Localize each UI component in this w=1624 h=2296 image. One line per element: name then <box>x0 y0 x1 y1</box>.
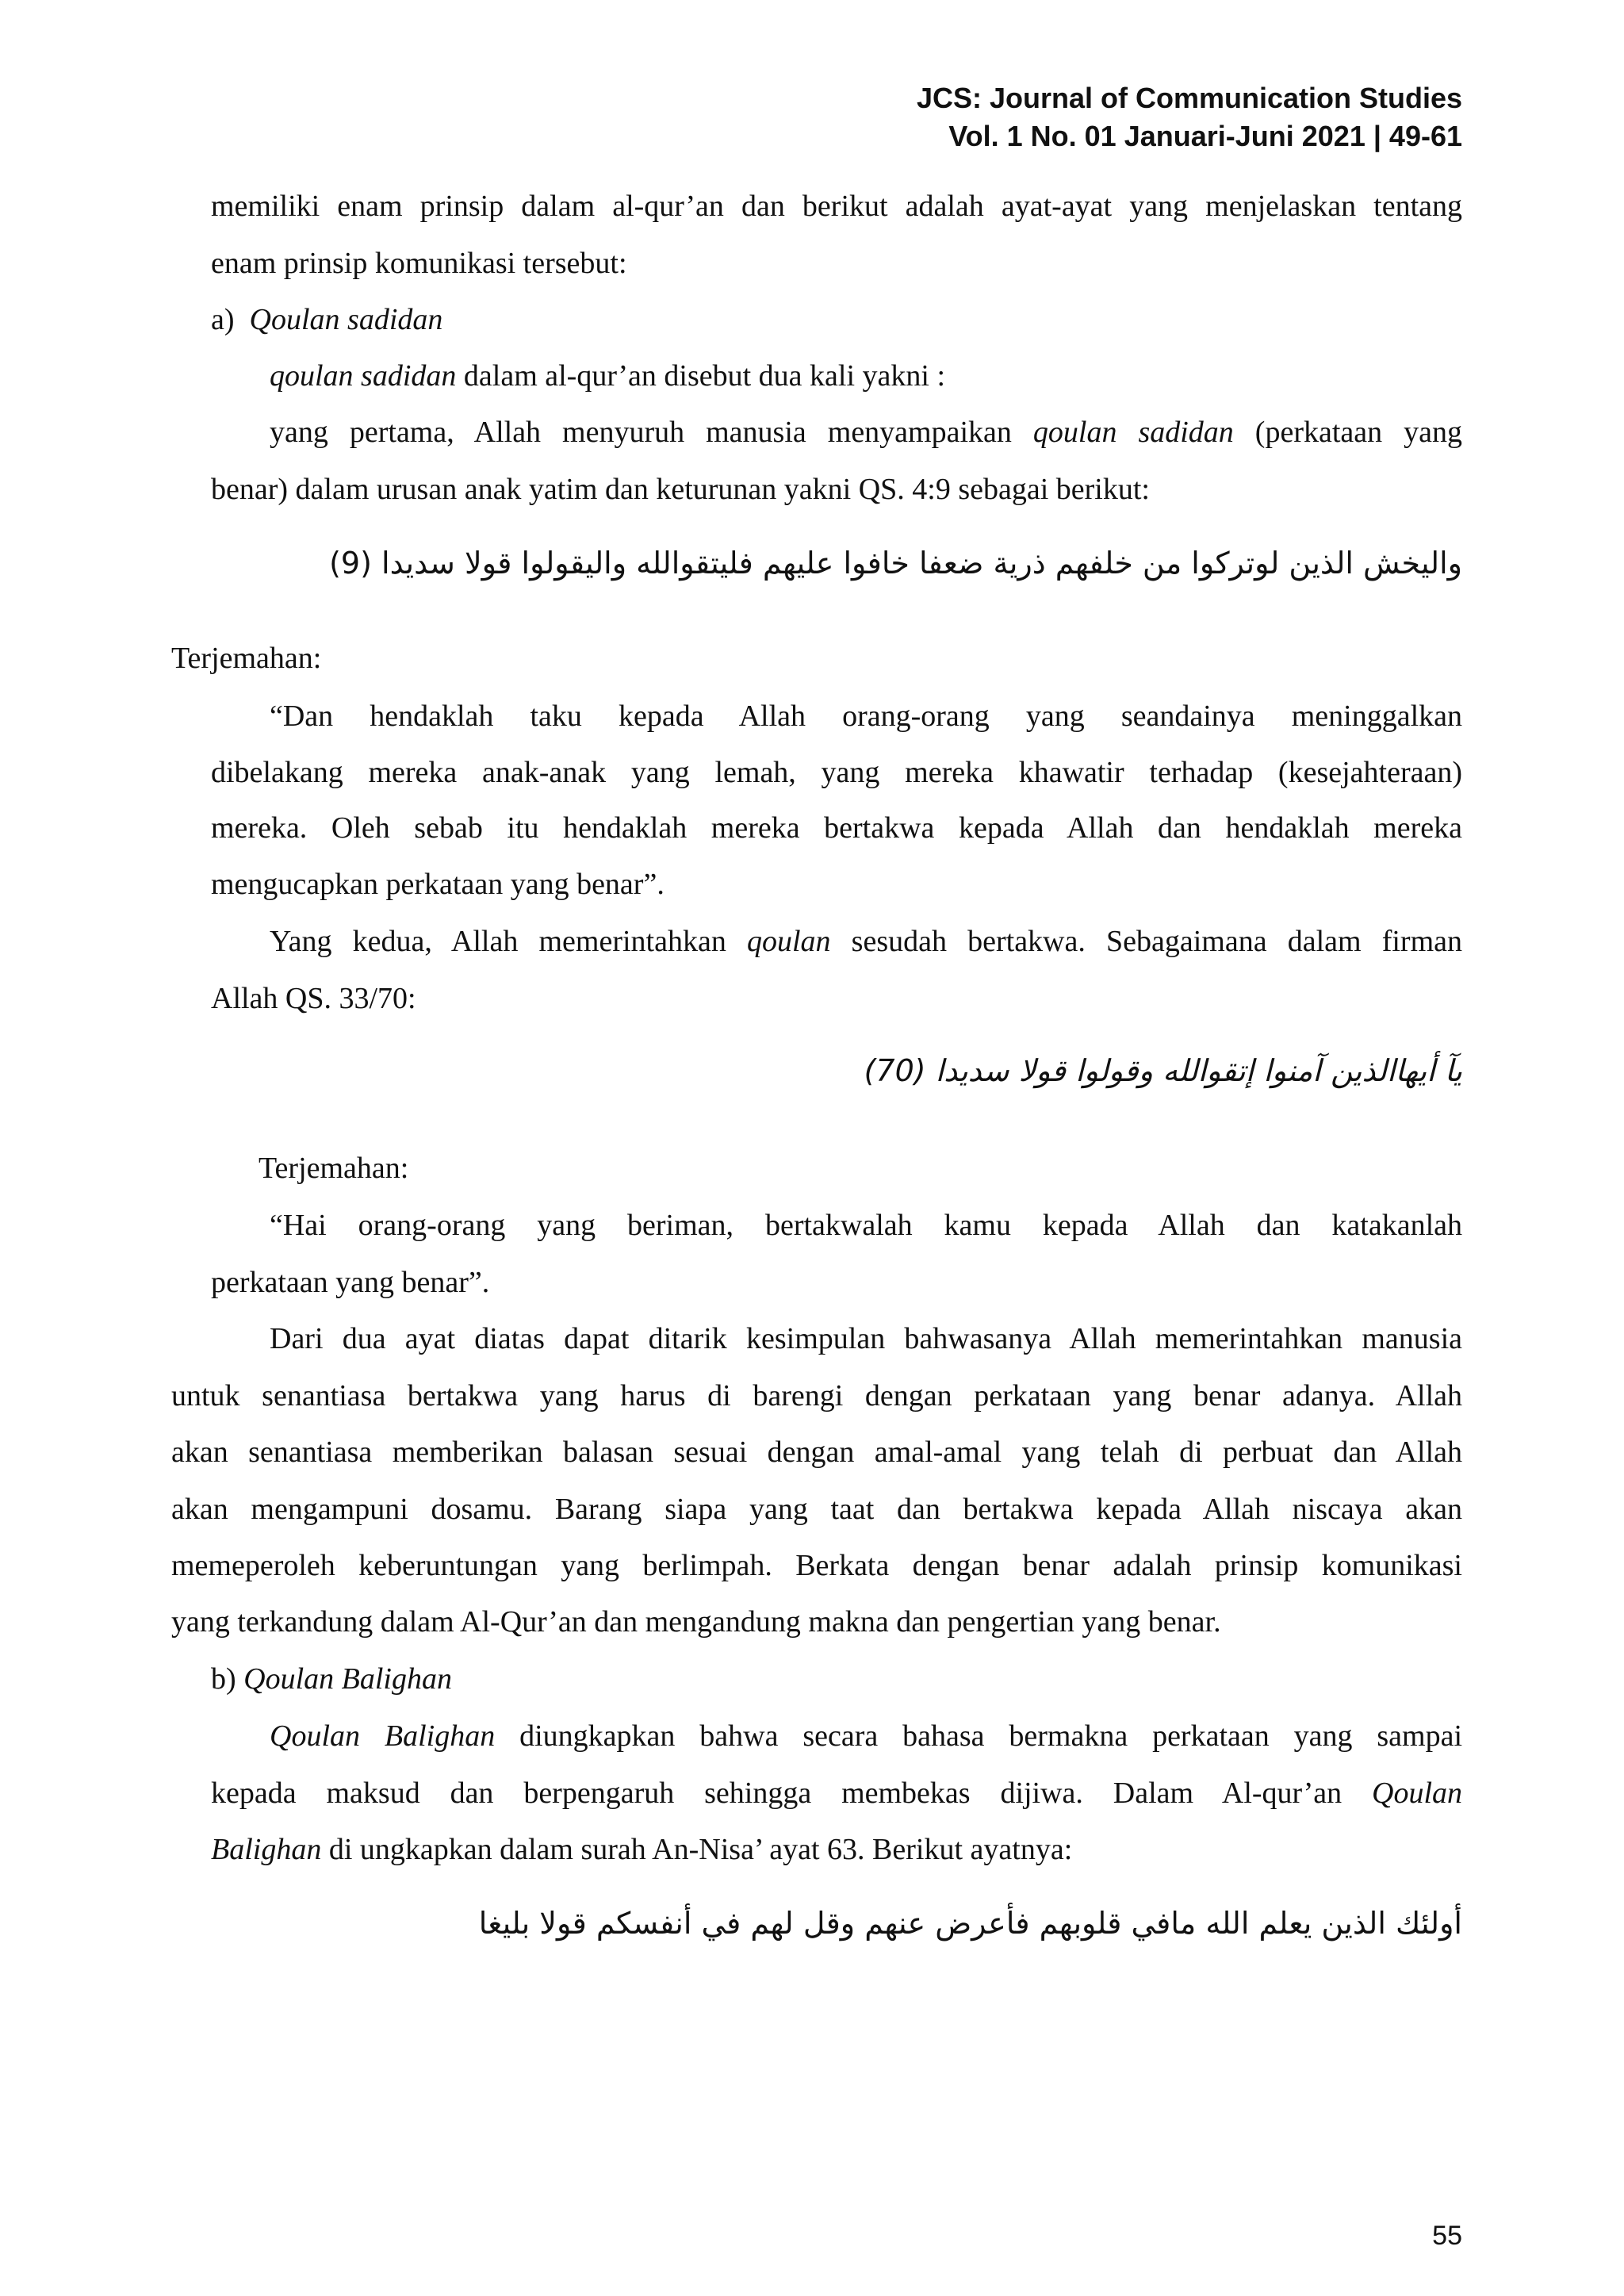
term: qoulan sadidan <box>270 359 457 393</box>
verse-4-63: أولئك الذين يعلم الله مافي قلوبهم فأعرض عنهم وقل لهم في أنفسكم قولا بليغا <box>478 1906 1462 1941</box>
journal-title: JCS: Journal of Communication Studies <box>916 82 1462 114</box>
running-header <box>917 79 1462 155</box>
text: sesudah bertakwa. Sebagaimana dalam firman <box>830 925 1462 958</box>
term: Balighan <box>211 1833 322 1866</box>
verse-33-70: يآ أيهاالذين آمنوا إتقوالله وقولوا قولا سديدا (70) <box>864 1053 1462 1088</box>
conclusion-line-1: Dari dua ayat diatas dapat ditarik kesimpulan bahwasanya Allah memerintahkan manusia <box>270 1322 1462 1355</box>
page-number: 55 <box>1432 2221 1462 2251</box>
conclusion-line-6: yang terkandung dalam Al-Qur’an dan mengandung makna dan pengertian yang benar. <box>171 1605 1221 1639</box>
text: dalam al-qur’an disebut dua kali yakni : <box>456 359 946 393</box>
section-a-marker: a) <box>211 303 235 336</box>
translation-1-line-4: mengucapkan perkataan yang benar”. <box>211 868 665 901</box>
section-b-marker: b) <box>211 1662 236 1696</box>
intro-line-1: memiliki enam prinsip dalam al-qur’an dan berikut adalah ayat-ayat yang menjelaskan tentang <box>211 190 1462 223</box>
text: kepada maksud dan berpengaruh sehingga membekas dijiwa. Dalam Al-qur’an <box>211 1777 1372 1810</box>
translation-label-2: Terjemahan: <box>259 1152 409 1185</box>
translation-label-1: Terjemahan: <box>171 642 322 675</box>
volume-info: Vol. 1 No. 01 Januari-Juni 2021 | 49-61 <box>948 120 1462 152</box>
section-a-para-2-line-2: benar) dalam urusan anak yatim dan keturunan yakni QS. 4:9 sebagai berikut: <box>211 473 1150 506</box>
term: Qoulan Balighan <box>270 1719 496 1753</box>
conclusion-line-5: memeperoleh keberuntungan yang berlimpah. Berkata dengan benar adalah prinsip komunikasi <box>171 1549 1462 1582</box>
term: qoulan sadidan <box>1032 416 1234 449</box>
section-b-heading <box>211 1661 452 1697</box>
text: Yang kedua, Allah memerintahkan <box>270 925 747 958</box>
section-a-para-3-line-1 <box>270 923 1462 960</box>
section-b-title: Qoulan Balighan <box>243 1662 452 1696</box>
conclusion-line-4: akan mengampuni dosamu. Barang siapa yang taat dan bertakwa kepada Allah niscaya akan <box>171 1493 1462 1526</box>
conclusion-line-2: untuk senantiasa bertakwa yang harus di barengi dengan perkataan yang benar adanya. Allah <box>171 1379 1462 1412</box>
translation-2-line-1: “Hai orang-orang yang beriman, bertakwalah kamu kepada Allah dan katakanlah <box>270 1209 1462 1242</box>
conclusion-line-3: akan senantiasa memberikan balasan sesuai dengan amal-amal yang telah di perbuat dan Allah <box>171 1435 1462 1469</box>
section-b-para-line-1 <box>270 1718 1462 1754</box>
text: yang pertama, Allah menyuruh manusia menyampaikan <box>270 416 1033 449</box>
text: diungkapkan bahwa secara bahasa bermakna perkataan yang sampai <box>495 1719 1463 1753</box>
term: Qoulan <box>1372 1777 1462 1810</box>
section-a-heading <box>211 301 442 338</box>
translation-1-line-3: mereka. Oleh sebab itu hendaklah mereka bertakwa kepada Allah dan hendaklah mereka <box>211 811 1462 845</box>
section-b-para-line-3 <box>211 1831 1072 1868</box>
intro-line-2: enam prinsip komunikasi tersebut: <box>211 247 627 280</box>
text: (perkataan yang <box>1233 416 1463 449</box>
term: qoulan <box>746 925 831 958</box>
section-a-para-1 <box>270 358 945 394</box>
translation-2-line-2: perkataan yang benar”. <box>211 1266 490 1299</box>
section-b-para-line-2 <box>211 1775 1462 1811</box>
verse-4-9: واليخش الذين لوتركوا من خلفهم ذرية ضعفا خافوا عليهم فليتقوالله واليقولوا قولا سديدا (9) <box>329 546 1462 581</box>
translation-1-line-1: “Dan hendaklah taku kepada Allah orang-orang yang seandainya meninggalkan <box>270 700 1462 733</box>
text: di ungkapkan dalam surah An-Nisa’ ayat 63. Berikut ayatnya: <box>321 1833 1073 1866</box>
section-a-title: Qoulan sadidan <box>249 303 443 336</box>
section-a-para-3-line-2: Allah QS. 33/70: <box>211 982 416 1015</box>
section-a-para-2-line-1 <box>270 414 1462 450</box>
translation-1-line-2: dibelakang mereka anak-anak yang lemah, yang mereka khawatir terhadap (kesejahteraan) <box>211 756 1462 789</box>
